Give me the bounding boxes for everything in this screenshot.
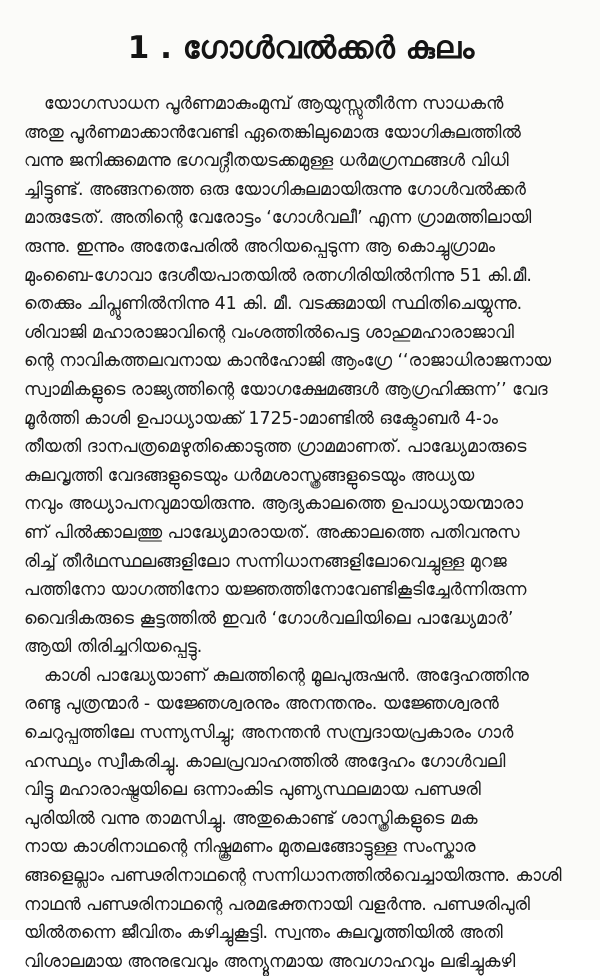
- text-line: ഹസ്ഥ്യം സ്വീകരിച്ചു. കാലപ്രവാഹത്തിൽ അദ്ദേഹം ഗോൾവലി: [24, 751, 506, 772]
- text-line: അതു പൂർണമാക്കാൻവേണ്ടി ഏതെങ്കിലുമൊരു യോഗികുലത്തിൽ: [24, 122, 521, 143]
- text-line: രിച്ച് തീർഥസ്ഥലങ്ങളിലോ സന്നിധാനങ്ങളിലോവെച്ചുള്ള മുറജ: [24, 551, 507, 572]
- text-line: ച്ചിട്ടുണ്ട്. അങ്ങനത്തെ ഒരു യോഗികുലമായിരുന്നു ഗോൾവൽക്കർ: [24, 179, 526, 200]
- text-line: രുന്നു. ഇന്നും അതേപേരിൽ അറിയപ്പെടുന്ന ആ കൊച്ചുഗ്രാമം: [24, 236, 496, 257]
- text-line: മുംബൈ-ഗോവാ ദേശീയപാതയിൽ രത്നഗിരിയിൽനിന്നു 51 കി.മീ.: [24, 265, 532, 286]
- paragraph-2: [24, 662, 578, 976]
- text-line: വിട്ടു മഹാരാഷ്ട്രയിലെ ഒന്നാംകിട പുണ്യസ്ഥലമായ പണ്ഢരി: [24, 780, 481, 801]
- text-line: ണ് പിൽക്കാലത്തു പാദ്ധ്യേമാരായത്. അക്കാലത്തെ പതിവനുസ: [24, 522, 520, 543]
- text-line: നാഥൻ പണ്ഢരിനാഥന്റെ പരമഭക്തനായി വളർന്നു. പണ്ഢരിപുരി: [24, 894, 530, 915]
- chapter-title: 1 . ഗോൾവൽക്കർ കുലം: [127, 30, 475, 66]
- text-line: ങ്ങളെല്ലാം പണ്ഢരിനാഥന്റെ സന്നിധാനത്തിൽവെച്ചായിരുന്നു. കാശി: [24, 866, 562, 887]
- text-line: ശിവാജി മഹാരാജാവിന്റെ വംശത്തിൽപെട്ട ശാഹുമഹാരാജാവി: [24, 322, 514, 343]
- text-line: വന്നു ജനിക്കുമെന്നു ഭഗവദ്ഗീതയടക്കമുള്ള ധർമഗ്രന്ഥങ്ങൾ വിധി: [24, 151, 509, 172]
- text-line: മാരുടേത്. അതിന്റെ വേരോട്ടം ‘ഗോൾവലീ’ എന്ന ഗ്രാമത്തിലായി: [24, 208, 532, 229]
- text-line: വൈദികരുടെ കൂട്ടത്തിൽ ഇവർ ‘ഗോൾവലിയിലെ പാദ്ധ്യേമാർ’: [24, 608, 514, 629]
- text-line: ന്റെ നാവികത്തലവനായ കാൻഹോജി ആംഗ്രേ ‘‘രാജാധിരാജനായ: [24, 351, 552, 372]
- text-line: യോഗസാധന പൂർണമാകുംമുമ്പ് ആയുസ്സുതീർന്ന സാധകൻ: [44, 94, 504, 114]
- text-line: പത്തിനോ യാഗത്തിനോ യജ്ഞത്തിനോവേണ്ടികൂടിച്ചേർന്നിരുന്ന: [24, 580, 527, 601]
- text-line: മൂർത്തി കാശി ഉപാധ്യായക്ക് 1725-ാമാണ്ടിൽ ഒക്ടോബർ 4-ാം: [24, 408, 498, 429]
- text-line: നവും അധ്യാപനവുമായിരുന്നു. ആദ്യകാലത്തെ ഉപാധ്യായന്മാരാ: [24, 494, 523, 515]
- text-line: നായ കാശിനാഥന്റെ നിഷ്ക്രമണം മുതലങ്ങോട്ടുള്ള സംസ്കാര: [24, 837, 476, 858]
- text-line: സ്വാമികളുടെ രാജ്യത്തിന്റെ യോഗക്ഷേമങ്ങൾ ആഗ്രഹിക്കുന്ന’’ വേദ: [24, 379, 548, 400]
- paragraph-1: [24, 90, 578, 662]
- text-line: ആയി തിരിച്ചറിയപ്പെട്ടു.: [24, 637, 203, 658]
- text-line: തീയതി ദാനപത്രമെഴുതിക്കൊടുത്ത ഗ്രാമമാണത്. പാദ്ധ്യേമാരുടെ: [24, 437, 527, 458]
- text-line: തെക്കും ചിപ്ലൂണിൽനിന്നു 41 കി. മീ. വടക്കുമായി സ്ഥിതിചെയ്യുന്നു.: [24, 294, 523, 315]
- text-line: വിശാലമായ അനുഭവവും അന്യൂനമായ അവഗാഹവും ലഭിച്ചുകഴി: [24, 951, 516, 972]
- text-line: രണ്ടു പുത്രന്മാർ - യജ്ഞേശ്വരനും അനന്തനും. യജ്ഞേശ്വരൻ: [24, 694, 499, 715]
- text-line: കുലവൃത്തി വേദങ്ങളുടെയും ധർമശാസ്ത്രങ്ങളുടെയും അധ്യയ: [24, 465, 475, 486]
- text-line: ചെറുപ്പത്തിലേ സന്ന്യസിച്ചു; അനന്തൻ സമ്പ്രദായപ്രകാരം ഗാർ: [24, 723, 514, 744]
- text-line: പുരിയിൽ വന്നു താമസിച്ചു. അതുകൊണ്ട് ശാസ്ത്രികളുടെ മക: [24, 808, 478, 829]
- text-line: യിൽതന്നെ ജീവിതം കഴിച്ചുകൂട്ടി. സ്വന്തം കുലവൃത്തിയിൽ അതി: [24, 923, 503, 944]
- text-line: കാശി പാദ്ധ്യേയാണ് കുലത്തിന്റെ മൂലപുരുഷൻ. അദ്ദേഹത്തിനു: [44, 665, 529, 686]
